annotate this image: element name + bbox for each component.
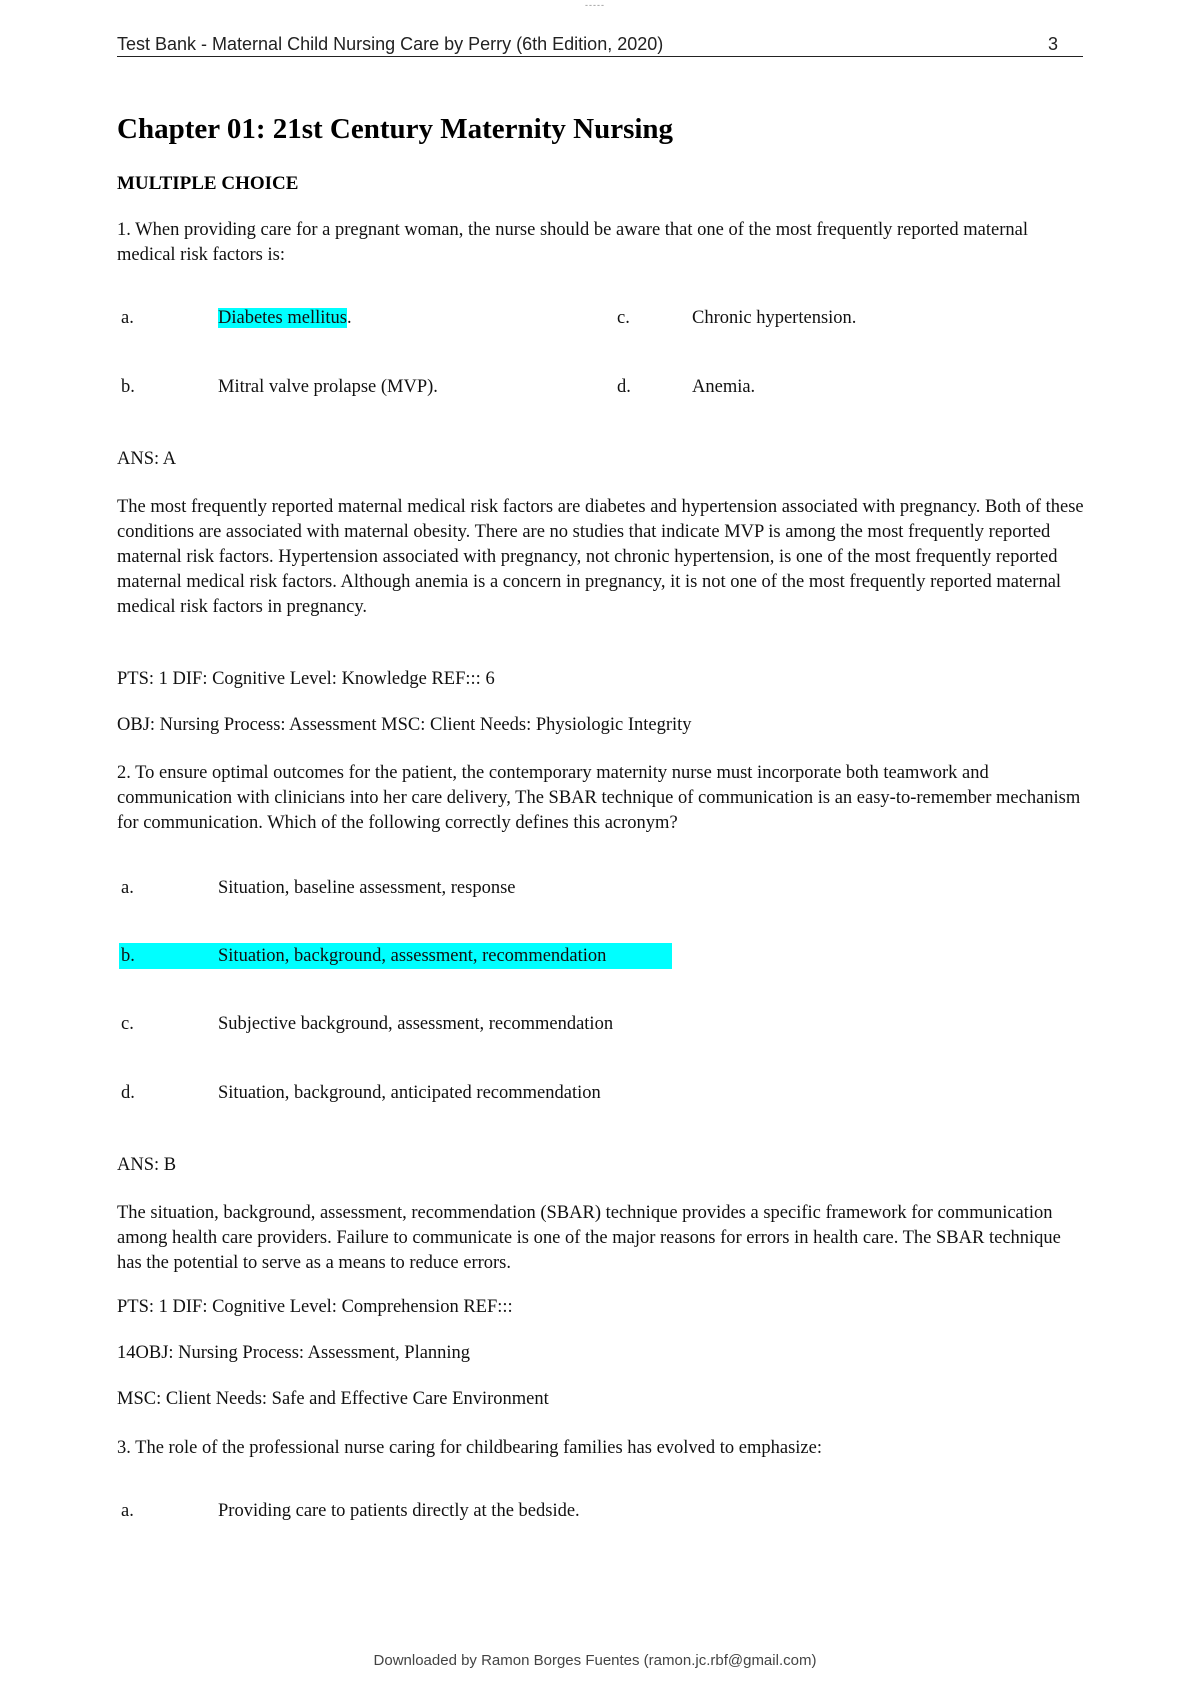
q1-option-a-suffix: . [346,308,352,328]
q2-rationale: The situation, background, assessment, recommendation (SBAR) technique provides a specific framework for communication among health care providers. Failure to communicate is one of the major reasons for errors in health care. The SBAR technique has the potential to serve as a means to reduce errors. [117,1203,1061,1273]
q2-option-c-letter: c. [121,1014,134,1034]
q1-meta-pts: PTS: 1 DIF: Cognitive Level: Knowledge REF::: 6 [117,669,495,689]
q1-option-b-text: Mitral valve prolapse (MVP). [218,377,438,397]
q2-answer: ANS: B [117,1155,177,1175]
chapter-title: Chapter 01: 21st Century Maternity Nursing [117,113,674,145]
q1-option-a [218,308,352,329]
q1-option-a-text: Diabetes mellitus [218,308,347,328]
q2-option-b-text: Situation, background, assessment, recommendation [218,946,607,966]
q2-meta-obj: 14OBJ: Nursing Process: Assessment, Planning [117,1343,471,1363]
page-number: 3 [1047,34,1058,54]
q2-option-d-letter: d. [121,1083,135,1103]
section-title: MULTIPLE CHOICE [117,173,299,194]
question-3-stem: 3. The role of the professional nurse caring for childbearing families has evolved to emphasize: [117,1438,822,1458]
q1-option-c-letter: c. [617,308,630,328]
q1-option-b-letter: b. [121,377,135,397]
q1-option-d-letter: d. [617,377,631,397]
q1-meta-obj: OBJ: Nursing Process: Assessment MSC: Client Needs: Physiologic Integrity [117,715,692,735]
q1-answer: ANS: A [117,449,177,469]
q1-option-d-text: Anemia. [692,377,756,397]
question-2-stem: 2. To ensure optimal outcomes for the patient, the contemporary maternity nurse must incorporate both teamwork and communication with clinicians into her care delivery, The SBAR technique of communication is an easy-to-remember mechanism for communication. Which of the following correctly defines this acronym? [117,763,1081,833]
download-footer: Downloaded by Ramon Borges Fuentes (ramon.jc.rbf@gmail.com) [373,1652,817,1669]
top-mark: ----- [585,0,605,10]
q3-option-a-text: Providing care to patients directly at the bedside. [218,1501,580,1521]
page-header [117,34,1083,57]
q2-option-a-text: Situation, baseline assessment, response [218,878,516,898]
q1-rationale: The most frequently reported maternal medical risk factors are diabetes and hypertension associated with pregnancy. Both of these conditions are associated with maternal obesity. There are no studies that indicate MVP is among the most frequently reported maternal risk factors. Hypertension associated with pregnancy, not chronic hypertension, is one of the most frequently reported maternal medical risk factors. Although anemia is a concern in pregnancy, it is not one of the most frequently reported maternal medical risk factors in pregnancy. [117,497,1084,617]
q2-meta-pts: PTS: 1 DIF: Cognitive Level: Comprehension REF::: [117,1297,513,1317]
q2-option-c-text: Subjective background, assessment, recommendation [218,1014,614,1034]
header-title: Test Bank - Maternal Child Nursing Care by Perry (6th Edition, 2020) [117,34,664,54]
q2-option-d-text: Situation, background, anticipated recommendation [218,1083,601,1103]
q3-option-a-letter: a. [121,1501,134,1521]
q1-option-c-text: Chronic hypertension. [692,308,857,328]
q2-meta-msc: MSC: Client Needs: Safe and Effective Care Environment [117,1389,549,1409]
q2-option-b-letter: b. [121,946,135,966]
question-1-stem: 1. When providing care for a pregnant woman, the nurse should be aware that one of the most frequently reported maternal medical risk factors is: [117,220,1028,265]
q2-option-a-letter: a. [121,878,134,898]
q1-option-a-letter: a. [121,308,134,328]
